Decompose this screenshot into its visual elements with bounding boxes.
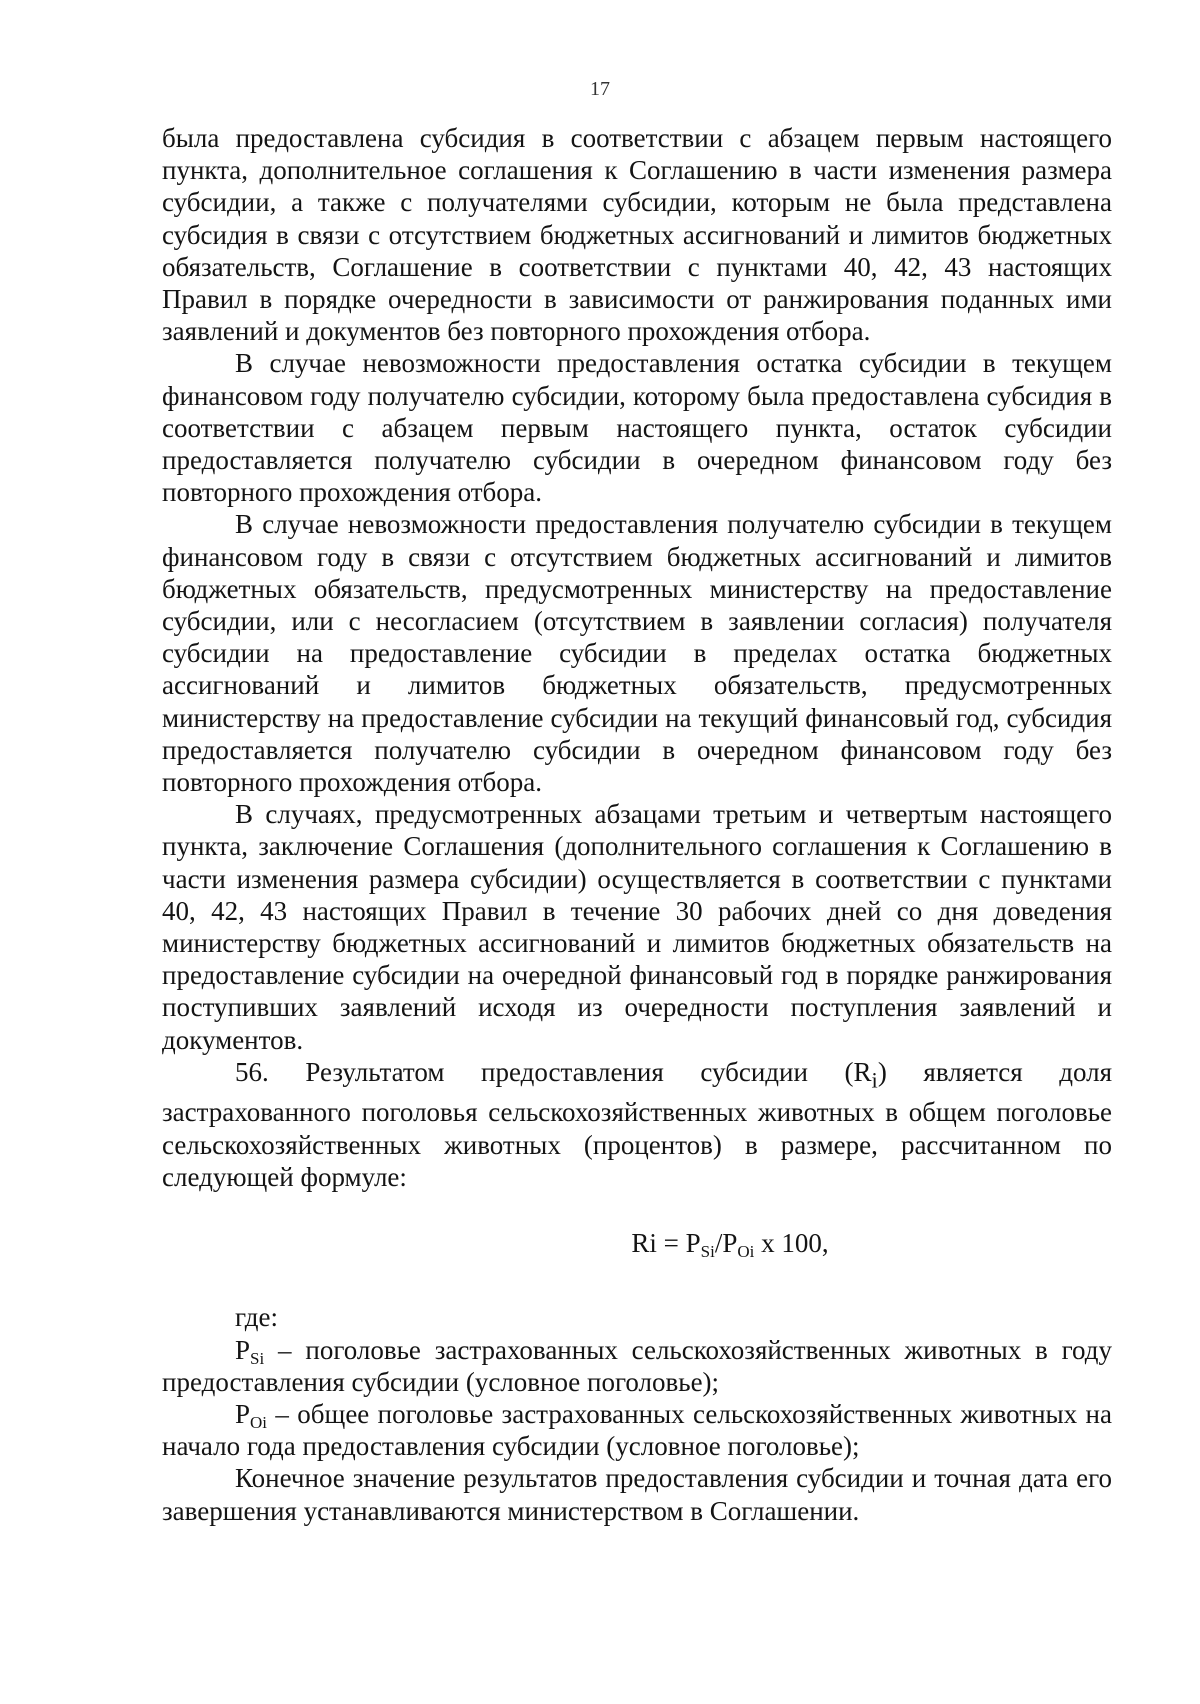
formula [162,1193,1112,1301]
formula-divider: /P [714,1228,738,1259]
item-56-subscript: i [871,1067,878,1093]
closing-paragraph: Конечное значение результатов предоставления субсидии и точная дата его завершения устанавливаются министерством в Соглашении. [162,1463,1112,1526]
body-text [162,122,1112,1527]
definition-poi [162,1398,1112,1462]
definition-psi-subscript: Si [250,1348,265,1368]
definition-psi [162,1334,1112,1398]
item-56-text-end: ) является доля застрахованного поголовья сельскохозяйственных животных в общем поголовье сельскохозяйственных животных (процентов) в размере, рассчитанном по следующей формуле: [162,1056,1112,1192]
page-number: 17 [590,78,610,100]
definition-poi-symbol: P [235,1398,251,1429]
formula-subscript-oi: Oi [737,1242,755,1262]
definition-psi-symbol: P [235,1334,251,1365]
paragraph-remainder-case: В случае невозможности предоставления остатка субсидии в текущем финансовом году получателю субсидии, которому была предоставлена субсидия в соответствии с абзацем первым настоящего пункта, остаток субсидии предоставляется получателю субсидии в очередном финансовом году без повторного прохождения отбора. [162,348,1112,508]
item-56-text-start: 56. Результатом предоставления субсидии (R [235,1056,872,1087]
formula-subscript-si: Si [700,1242,715,1262]
formula-rhs: x 100, [754,1228,829,1259]
definition-poi-subscript: Oi [250,1412,268,1432]
paragraph-continuation: была предоставлена субсидия в соответствии с абзацем первым настоящего пункта, дополнительное соглашения к Соглашению в части изменения размера субсидии, а также с получателями субсидии, которым не была представлена субсидия в связи с отсутствием бюджетных ассигнований и лимитов бюджетных обязательств, Соглашение в соответствии с пунктами 40, 42, 43 настоящих Правил в порядке очередности в зависимости от ранжирования поданных ими заявлений и документов без повторного прохождения отбора. [162,123,1112,347]
where-label: где: [235,1302,278,1333]
definition-psi-text: – поголовье застрахованных сельскохозяйственных животных в году предоставления субсидии (условное поголовье); [162,1334,1112,1397]
paragraph-agreement-terms: В случаях, предусмотренных абзацами третьим и четвертым настоящего пункта, заключение Соглашения (дополнительного соглашения к Соглашению в части изменения размера субсидии) осуществляется в соответствии с пунктами 40, 42, 43 настоящих Правил в течение 30 рабочих дней со дня доведения министерству бюджетных ассигнований и лимитов бюджетных обязательств на предоставление субсидии на очередной финансовый год в порядке ранжирования поступивших заявлений исходя из очередности поступления заявлений и документов. [162,799,1112,1055]
item-56-paragraph [162,1056,1112,1193]
definition-poi-text: – общее поголовье застрахованных сельскохозяйственных животных на начало года предоставления субсидии (условное поголовье); [162,1398,1112,1462]
formula-lhs: Ri = P [631,1228,701,1259]
paragraph-no-budget-case: В случае невозможности предоставления получателю субсидии в текущем финансовом году в связи с отсутствием бюджетных ассигнований и лимитов бюджетных обязательств, предусмотренных министерству на предоставление субсидии, или с несогласием (отсутствием в заявлении согласия) получателя субсидии на предоставление субсидии в пределах остатка бюджетных ассигнований и лимитов бюджетных обязательств, предусмотренных министерству на предоставление субсидии на текущий финансовый год, субсидия предоставляется получателю субсидии в очередном финансовом году без повторного прохождения отбора. [162,509,1112,798]
